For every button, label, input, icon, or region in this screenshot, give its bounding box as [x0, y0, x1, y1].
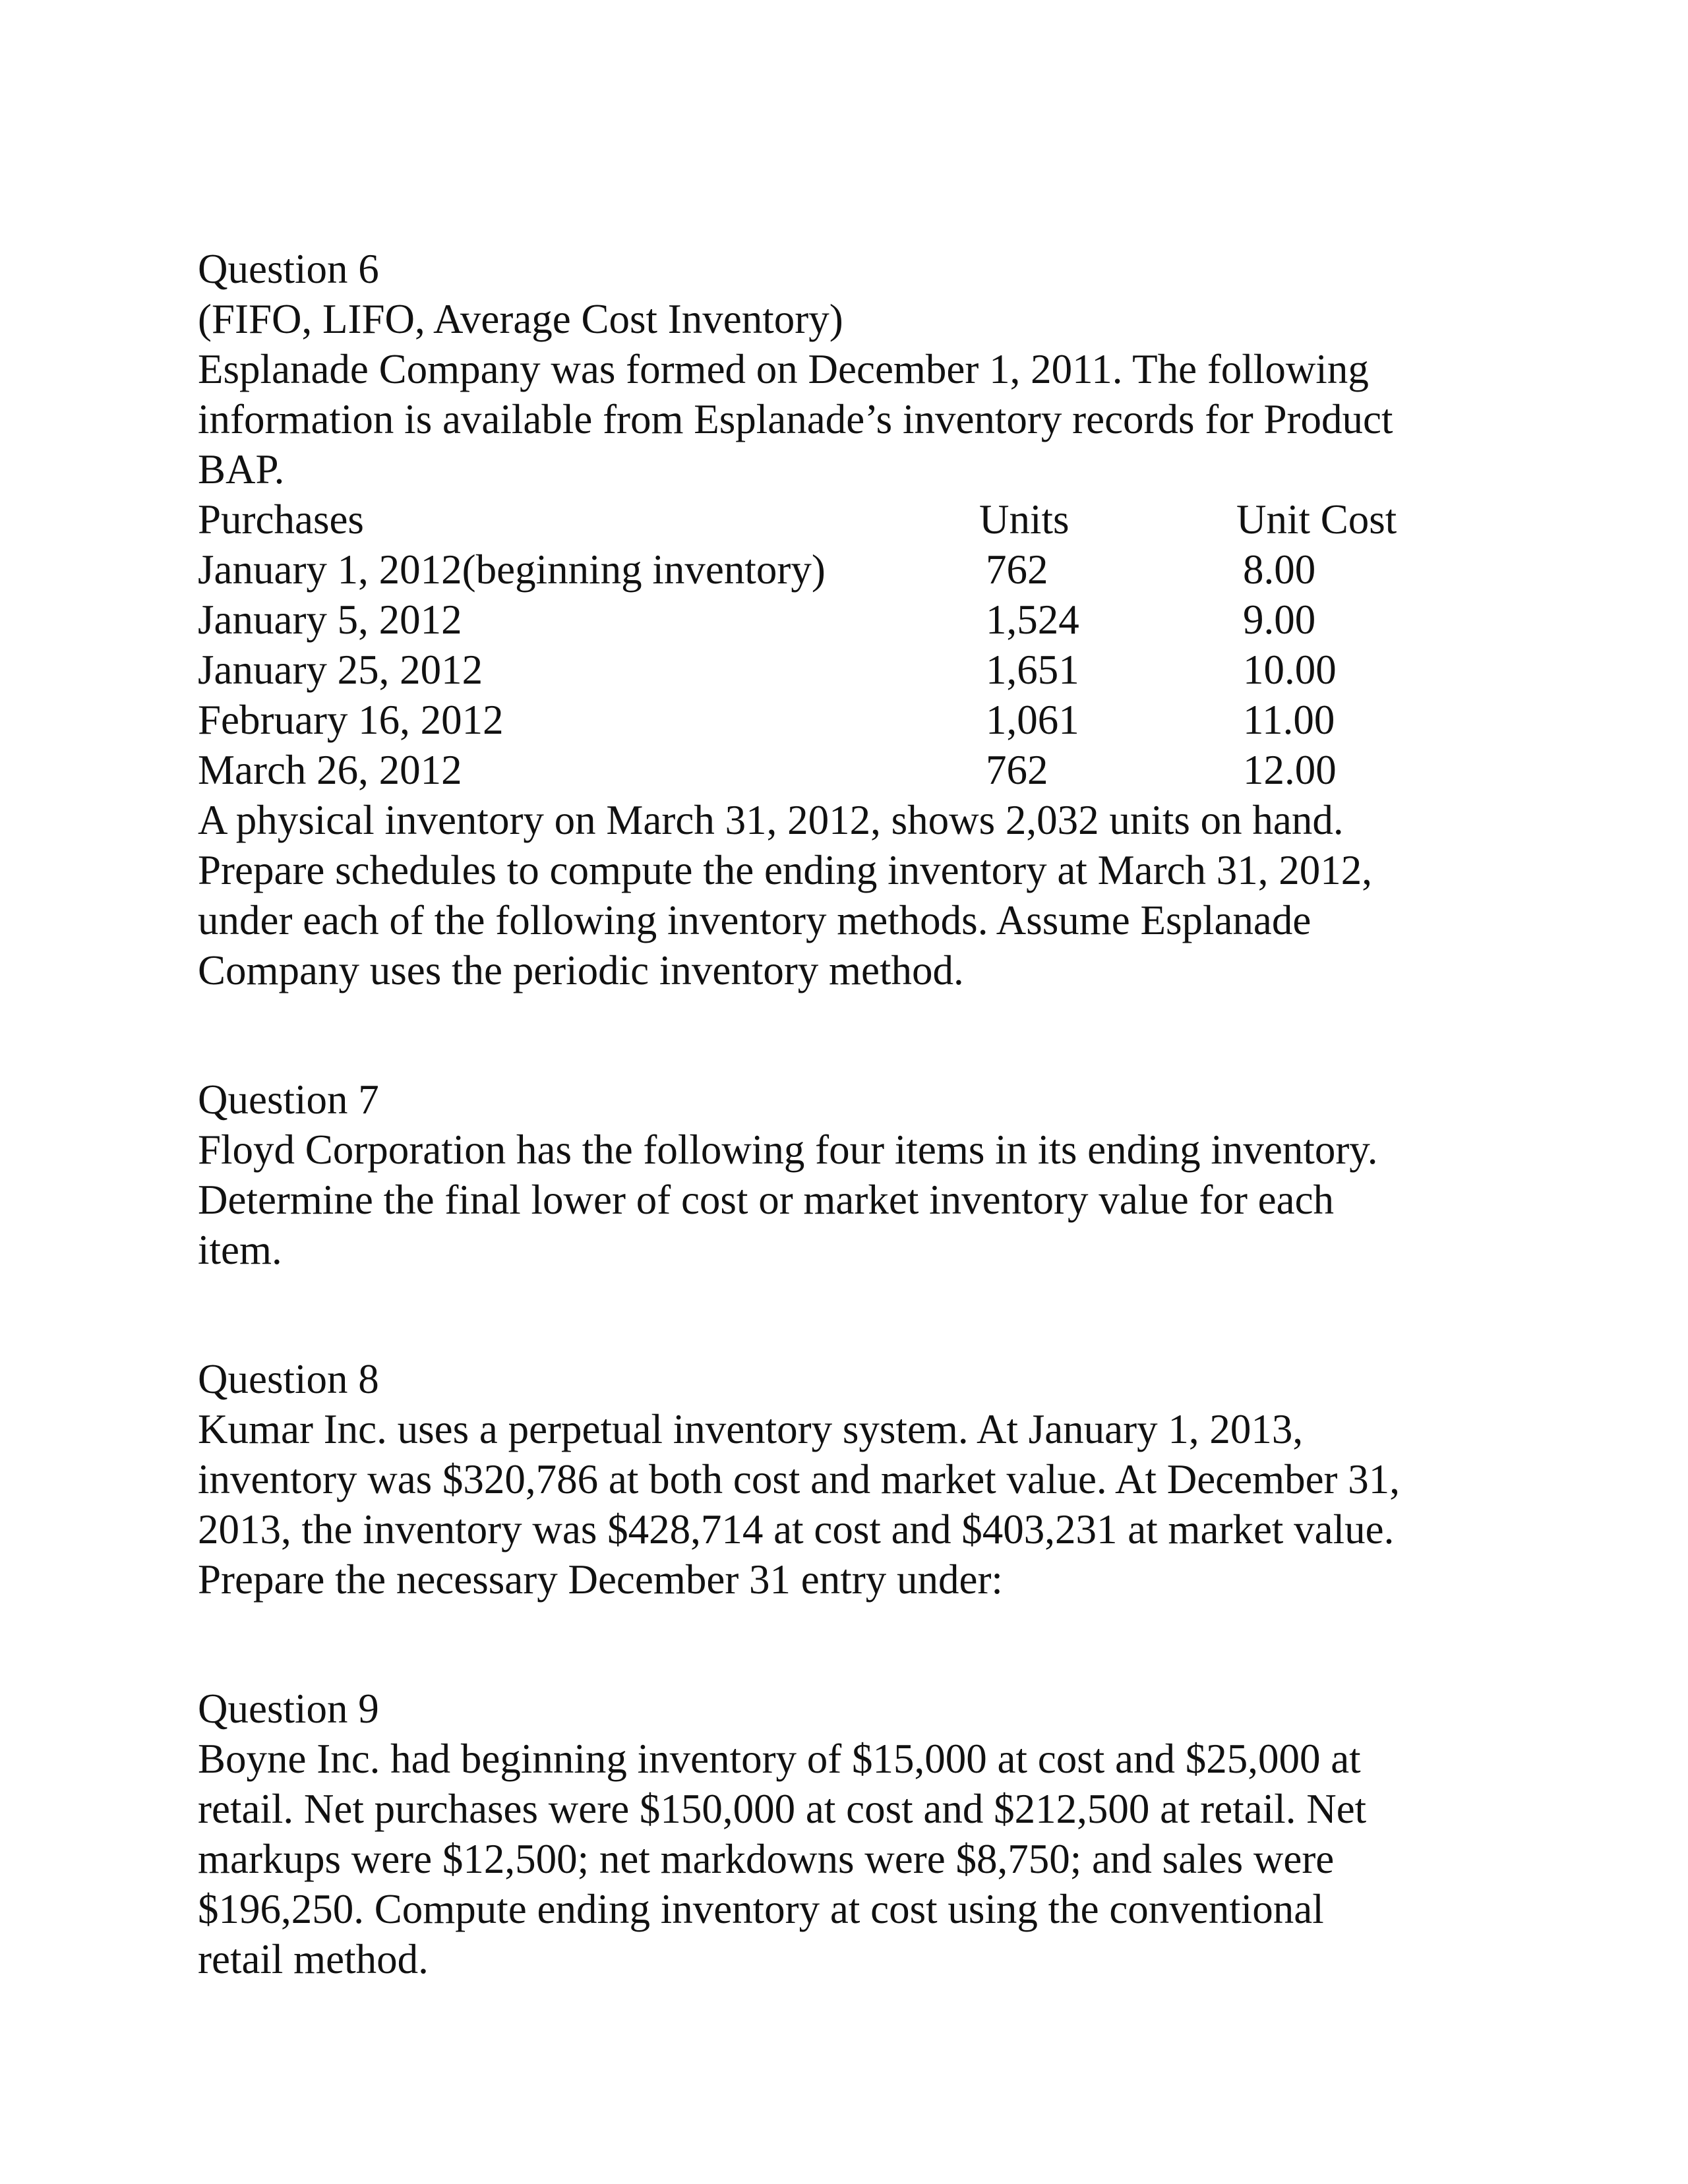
- question-6: [198, 244, 1517, 995]
- question-6-text-line: Prepare schedules to compute the ending inventory at March 31, 2012,: [198, 847, 1373, 893]
- row-date: January 25, 2012: [198, 647, 483, 693]
- question-6-text-line: Company uses the periodic inventory method.: [198, 947, 964, 993]
- table-row: [198, 695, 1517, 745]
- question-6-text-line: under each of the following inventory methods. Assume Esplanade: [198, 897, 1311, 943]
- question-7: [198, 1075, 1517, 1275]
- question-9-text-line: retail. Net purchases were $150,000 at cost and $212,500 at retail. Net: [198, 1786, 1367, 1832]
- question-9-title: Question 9: [198, 1686, 379, 1732]
- question-9-text-line: retail method.: [198, 1936, 429, 1982]
- spacer: [198, 1605, 1517, 1684]
- row-units: 1,524: [986, 597, 1079, 643]
- question-6-intro-line: BAP.: [198, 446, 285, 492]
- row-date: January 5, 2012: [198, 597, 462, 643]
- question-8: [198, 1354, 1517, 1605]
- table-row: [198, 595, 1517, 645]
- question-8-text-line: Kumar Inc. uses a perpetual inventory system. At January 1, 2013,: [198, 1406, 1304, 1452]
- table-row: [198, 545, 1517, 595]
- question-7-text-line: Determine the final lower of cost or market inventory value for each: [198, 1177, 1335, 1223]
- row-date: January 1, 2012(beginning inventory): [198, 546, 826, 593]
- row-unit-cost: 12.00: [1243, 747, 1337, 793]
- question-6-intro-line: Esplanade Company was formed on December 1, 2011. The following: [198, 346, 1369, 392]
- row-unit-cost: 10.00: [1243, 647, 1337, 693]
- question-8-title: Question 8: [198, 1356, 379, 1402]
- row-units: 762: [986, 747, 1048, 793]
- table-row: [198, 645, 1517, 695]
- purchases-table-header: [198, 494, 1517, 545]
- row-unit-cost: 9.00: [1243, 597, 1316, 643]
- question-6-subtitle: (FIFO, LIFO, Average Cost Inventory): [198, 296, 843, 342]
- spacer: [198, 1275, 1517, 1354]
- row-date: February 16, 2012: [198, 697, 504, 743]
- row-units: 1,651: [986, 647, 1079, 693]
- row-unit-cost: 11.00: [1243, 697, 1335, 743]
- header-unit-cost: Unit Cost: [1236, 496, 1397, 543]
- table-row: [198, 745, 1517, 795]
- question-7-text-line: item.: [198, 1227, 282, 1273]
- question-9-text-line: $196,250. Compute ending inventory at cost using the conventional: [198, 1886, 1324, 1932]
- row-unit-cost: 8.00: [1243, 546, 1316, 593]
- question-7-text-line: Floyd Corporation has the following four items in its ending inventory.: [198, 1127, 1378, 1173]
- question-9-text-line: Boyne Inc. had beginning inventory of $15,000 at cost and $25,000 at: [198, 1736, 1361, 1782]
- document-content: [198, 244, 1517, 1984]
- header-purchases: Purchases: [198, 496, 364, 543]
- purchases-table: [198, 494, 1517, 795]
- spacer: [198, 995, 1517, 1075]
- question-6-text-line: A physical inventory on March 31, 2012, shows 2,032 units on hand.: [198, 797, 1344, 843]
- question-9-text-line: markups were $12,500; net markdowns were $8,750; and sales were: [198, 1836, 1335, 1882]
- question-8-text-line: Prepare the necessary December 31 entry under:: [198, 1556, 1003, 1603]
- row-date: March 26, 2012: [198, 747, 462, 793]
- question-8-text-line: 2013, the inventory was $428,714 at cost and $403,231 at market value.: [198, 1506, 1395, 1552]
- question-6-title: Question 6: [198, 246, 379, 292]
- row-units: 762: [986, 546, 1048, 593]
- row-units: 1,061: [986, 697, 1079, 743]
- header-units: Units: [979, 496, 1070, 543]
- question-9: [198, 1684, 1517, 1984]
- question-8-text-line: inventory was $320,786 at both cost and market value. At December 31,: [198, 1456, 1401, 1502]
- question-6-intro-line: information is available from Esplanade’s inventory records for Product: [198, 396, 1393, 442]
- question-7-title: Question 7: [198, 1077, 379, 1123]
